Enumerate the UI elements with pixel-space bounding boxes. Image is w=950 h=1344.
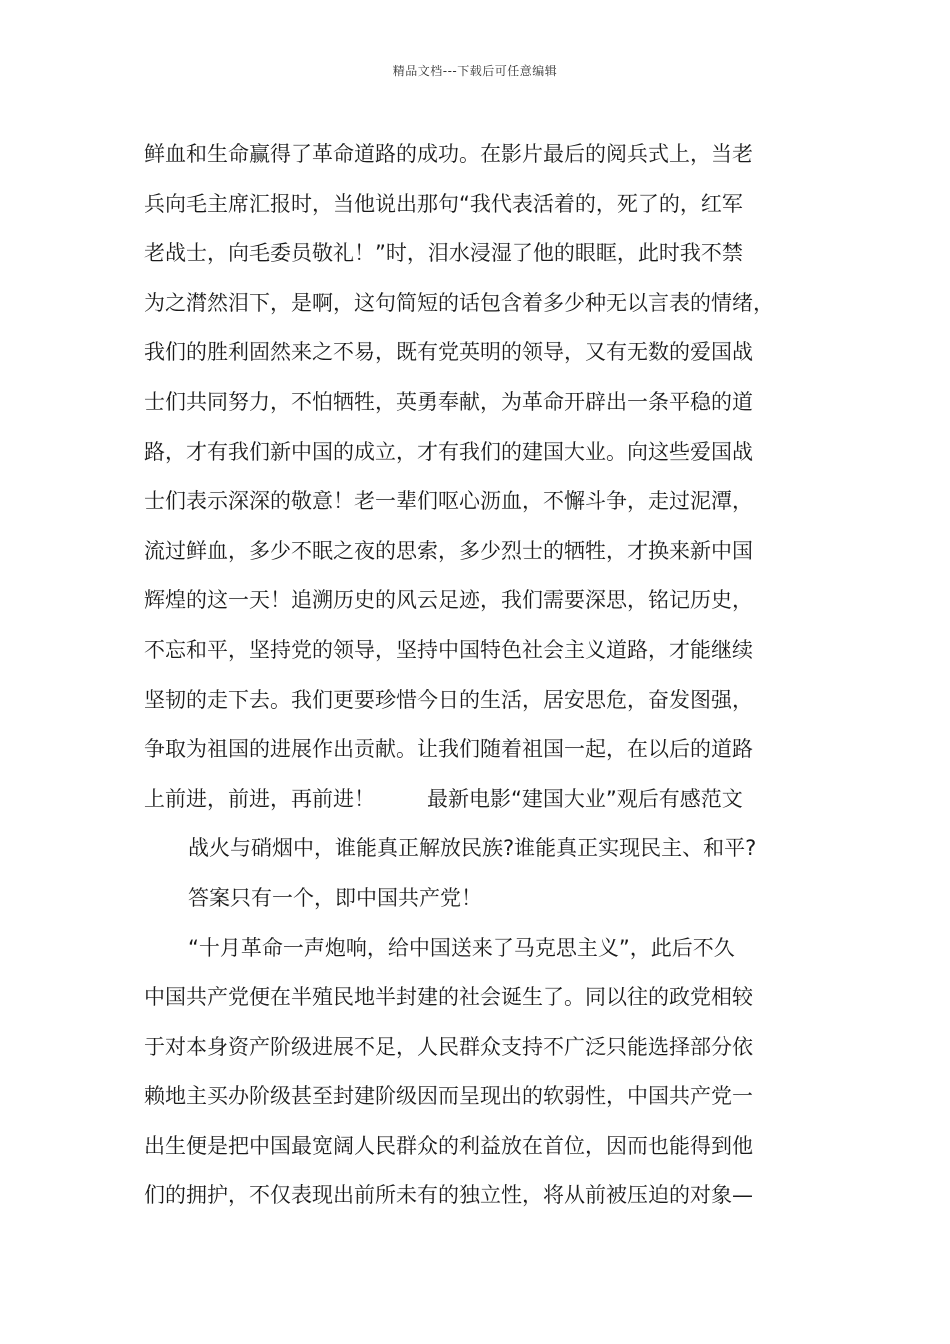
paragraph-line: 答案只有一个，即中国共产党！: [188, 885, 482, 910]
text-line: 们的拥护，不仅表现出前所未有的独立性，将从前被压迫的对象—: [144, 1183, 753, 1208]
article-title: 最新电影“建国大业”观后有感范文: [427, 786, 743, 811]
text-line: 老战士，向毛委员敬礼！”时，泪水浸湿了他的眼眶，此时我不禁: [144, 241, 743, 266]
text-line: 流过鲜血，多少不眠之夜的思索，多少烈士的牺牲，才换来新中国: [144, 538, 753, 563]
text-line: 士们表示深深的敬意！老一辈们呕心沥血，不懈斗争，走过泥潭，: [144, 489, 753, 514]
text-line: 赖地主买办阶级甚至封建阶级因而呈现出的软弱性，中国共产党一: [144, 1084, 753, 1109]
text-line: 辉煌的这一天！追溯历史的风云足迹，我们需要深思，铭记历史，: [144, 588, 753, 613]
text-line: 士们共同努力，不怕牺牲，英勇奉献，为革命开辟出一条平稳的道: [144, 389, 753, 414]
text-line: 鲜血和生命赢得了革命道路的成功。在影片最后的阅兵式上，当老: [144, 142, 753, 166]
body-text: [144, 130, 834, 1221]
text-line: 为之潸然泪下，是啊，这句简短的话包含着多少种无以言表的情绪，: [144, 290, 774, 315]
text-line: 我们的胜利固然来之不易，既有党英明的领导，又有无数的爱国战: [144, 340, 753, 365]
paragraph-line: 战火与硝烟中，谁能真正解放民族?谁能真正实现民主、和平?: [188, 836, 757, 861]
text-line: 路，才有我们新中国的成立，才有我们的建国大业。向这些爱国战: [144, 439, 753, 464]
text-line: 兵向毛主席汇报时，当他说出那句“我代表活着的，死了的，红军: [144, 191, 743, 216]
text-line: 争取为祖国的进展作出贡献。让我们随着祖国一起，在以后的道路: [144, 737, 753, 762]
text-line: 中国共产党便在半殖民地半封建的社会诞生了。同以往的政党相较: [144, 985, 753, 1010]
text-line: 出生便是把中国最宽阔人民群众的利益放在首位，因而也能得到他: [144, 1133, 753, 1158]
text-segment: 上前进，前进，再前进！: [144, 786, 375, 811]
text-line: 坚韧的走下去。我们更要珍惜今日的生活，居安思危，奋发图强，: [144, 687, 753, 712]
text-line: [144, 775, 834, 825]
text-line: 于对本身资产阶级进展不足，人民群众支持不广泛只能选择部分依: [144, 1034, 753, 1059]
paragraph-line: “十月革命一声炮响，给中国送来了马克思主义”，此后不久: [188, 935, 735, 960]
page-header: 精品文档---下载后可任意编辑: [392, 64, 558, 78]
text-line: 不忘和平，坚持党的领导，坚持中国特色社会主义道路，才能继续: [144, 637, 753, 662]
